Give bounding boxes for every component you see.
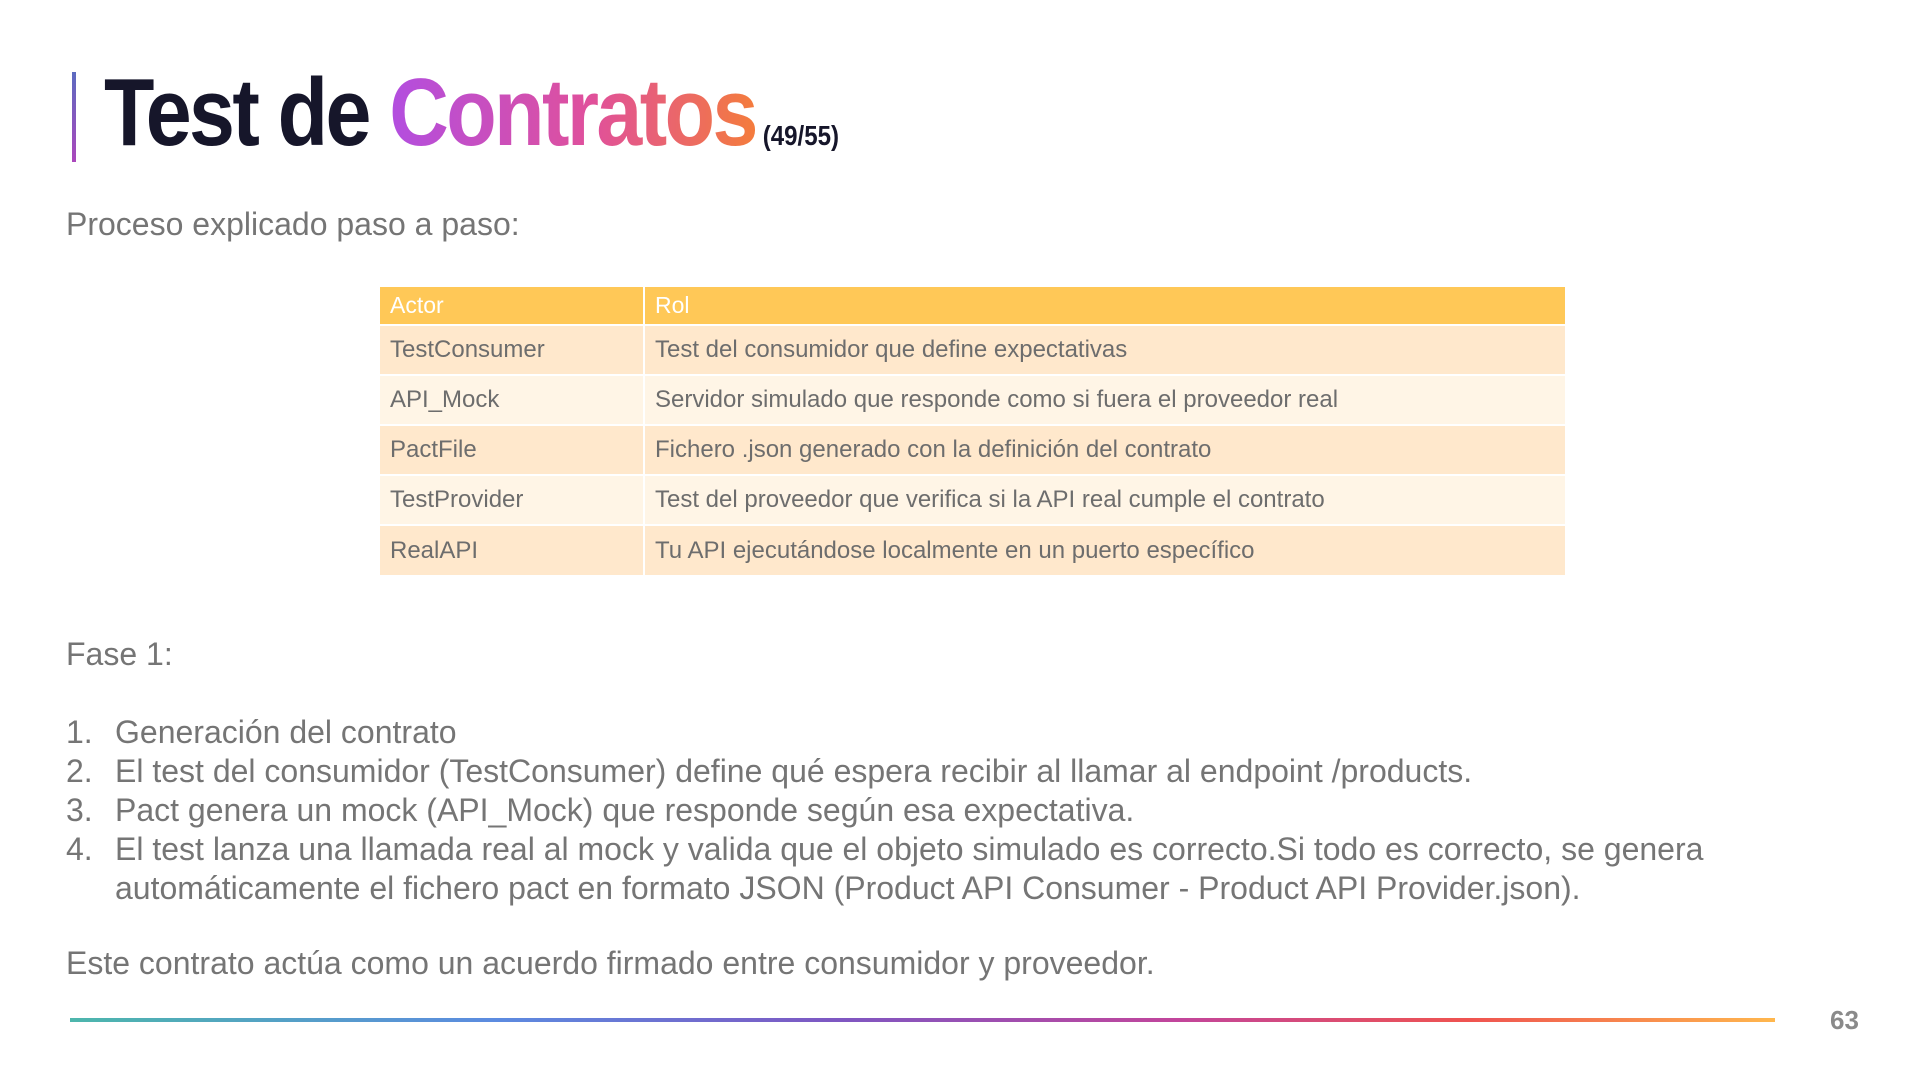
header-rol: Rol [644,287,1565,325]
step-text: El test del consumidor (TestConsumer) define qué espera recibir al llamar al endpoint /products. [115,753,1473,789]
table-row [380,375,1565,425]
footer-gradient-divider [70,1018,1775,1022]
step-text: Pact genera un mock (API_Mock) que responde según esa expectativa. [115,792,1135,828]
step-number: 4. [66,831,93,867]
step-number: 2. [66,753,93,789]
table-header-row [380,287,1565,325]
table-row [380,425,1565,475]
step-number: 1. [66,714,93,750]
step-text: El test lanza una llamada real al mock y valida que el objeto simulado es correcto.Si todo es correcto, se genera automáticamente el fichero pact en formato JSON (Product API Consumer - Product API Provider.json). [115,831,1704,906]
page-number: 63 [1830,1005,1859,1035]
list-item [66,752,1766,791]
steps-list [66,713,1766,908]
actor-cell: PactFile [380,425,644,475]
step-text: Generación del contrato [115,714,457,750]
closing-text: Este contrato actúa como un acuerdo firmado entre consumidor y proveedor. [66,945,1155,981]
header-actor: Actor [380,287,644,325]
rol-cell: Servidor simulado que responde como si fuera el proveedor real [644,375,1565,425]
rol-cell: Tu API ejecutándose localmente en un puerto específico [644,525,1565,575]
rol-cell: Fichero .json generado con la definición del contrato [644,425,1565,475]
actor-cell: TestProvider [380,475,644,525]
intro-text: Proceso explicado paso a paso: [66,206,520,242]
title-highlight: Contratos [389,59,756,166]
actor-cell: TestConsumer [380,325,644,375]
actors-table [380,287,1565,575]
step-number: 3. [66,792,93,828]
list-item [66,791,1766,830]
rol-cell: Test del consumidor que define expectativas [644,325,1565,375]
actor-cell: API_Mock [380,375,644,425]
title-accent-bar [72,72,76,162]
actor-cell: RealAPI [380,525,644,575]
phase-heading: Fase 1: [66,636,173,672]
rol-cell: Test del proveedor que verifica si la API real cumple el contrato [644,475,1565,525]
list-item [66,830,1766,908]
table-row [380,525,1565,575]
list-item [66,713,1766,752]
page-title [104,60,839,166]
title-prefix: Test de [104,59,390,166]
table-row [380,475,1565,525]
title-counter: (49/55) [762,120,840,151]
table-row [380,325,1565,375]
